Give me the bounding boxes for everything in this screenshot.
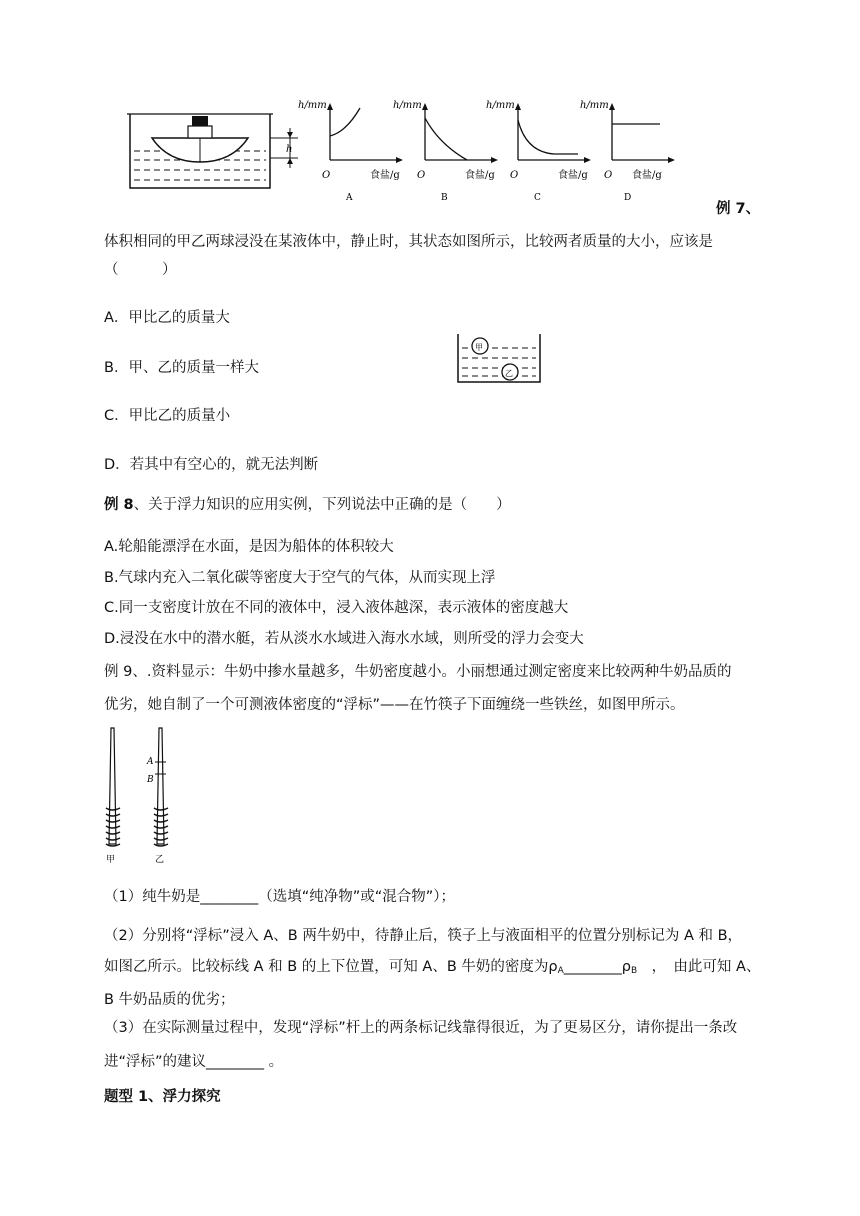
choice-c: C．甲比乙的质量小 bbox=[104, 408, 231, 424]
graph-b bbox=[393, 100, 498, 203]
example-7-tag: 例 7、 bbox=[716, 201, 761, 217]
question-2-line3: B 牛奶品质的优劣； bbox=[104, 992, 235, 1008]
y-axis-label: h/mm bbox=[298, 100, 327, 111]
float-marker-figure bbox=[100, 724, 190, 866]
ex8-choice-c: C.同一支密度计放在不同的液体中，浸入液体越深，表示液体的密度越大 bbox=[104, 600, 569, 616]
graph-d bbox=[580, 100, 675, 203]
section-title: 题型 1、浮力探究 bbox=[104, 1089, 221, 1105]
origin-label: O bbox=[604, 170, 613, 181]
q2-text-b: ， 由此可知 A、 bbox=[637, 959, 761, 975]
y-axis-label: h/mm bbox=[580, 100, 609, 111]
fig-label-jia: 甲 bbox=[106, 855, 116, 865]
chopstick-yi bbox=[146, 728, 168, 865]
x-axis-label: 食盐/g bbox=[465, 170, 495, 181]
question-2-line2 bbox=[104, 955, 760, 976]
q2-blank: ________ρ bbox=[563, 959, 631, 975]
example-9-line2: 优劣，她自制了一个可测液体密度的“浮标”——在竹筷子下面缠绕一些铁丝，如图甲所示。 bbox=[104, 697, 685, 713]
option-d-label: D bbox=[624, 193, 632, 203]
origin-label: O bbox=[417, 170, 426, 181]
question-2-line1: （2）分别将“浮标”浸入 A、B 两牛奶中，待静止后，筷子上与液面相平的位置分别标记为 A 和 B， bbox=[104, 928, 743, 944]
example-8-tag: 例 8 bbox=[104, 497, 134, 513]
ex8-choice-a: A.轮船能漂浮在水面，是因为船体的体积较大 bbox=[104, 539, 394, 555]
rho-a-subscript: A bbox=[557, 966, 564, 976]
origin-label: O bbox=[510, 170, 519, 181]
example-8-header bbox=[104, 493, 511, 514]
rho-b-subscript: B bbox=[630, 966, 638, 976]
graph-a bbox=[298, 100, 403, 203]
example-7-paren: （ ） bbox=[104, 262, 177, 278]
question-1: （1）纯牛奶是________（选填“纯净物”或“混合物”）； bbox=[104, 889, 456, 905]
beaker-diagram bbox=[127, 114, 298, 188]
option-b-label: B bbox=[441, 193, 448, 203]
choice-d: D．若其中有空心的，就无法判断 bbox=[104, 457, 319, 473]
ex8-choice-b: B.气球内充入二氧化碳等密度大于空气的气体，从而实现上浮 bbox=[104, 570, 496, 586]
mark-a-label: A bbox=[147, 757, 154, 767]
graph-c bbox=[486, 100, 591, 203]
chopstick-jia bbox=[106, 728, 120, 865]
salt-water-figure bbox=[120, 98, 680, 206]
q2-text-a: 如图乙所示。比较标线 A 和 B 的上下位置，可知 A、B 牛奶的密度为ρ bbox=[104, 959, 558, 975]
ball-jia-label: 甲 bbox=[475, 343, 483, 352]
origin-label: O bbox=[322, 170, 331, 181]
fig-label-yi: 乙 bbox=[155, 855, 165, 865]
choice-b: B．甲、乙的质量一样大 bbox=[104, 360, 259, 376]
mark-b-label: B bbox=[147, 775, 154, 785]
y-axis-label: h/mm bbox=[393, 100, 422, 111]
example-8-stem: 、关于浮力知识的应用实例，下列说法中正确的是（ ） bbox=[133, 497, 511, 513]
question-3-line2: 进“浮标”的建议________ 。 bbox=[104, 1054, 284, 1070]
x-axis-label: 食盐/g bbox=[558, 170, 588, 181]
example-7-stem: 体积相同的甲乙两球浸没在某液体中，静止时，其状态如图所示，比较两者质量的大小，应该是 bbox=[104, 234, 713, 250]
ex8-choice-d: D.浸没在水中的潜水艇，若从淡水水域进入海水水域，则所受的浮力会变大 bbox=[104, 631, 584, 647]
x-axis-label: 食盐/g bbox=[632, 170, 662, 181]
option-c-label: C bbox=[534, 193, 541, 203]
choice-a: A．甲比乙的质量大 bbox=[104, 310, 230, 326]
option-a-label: A bbox=[346, 193, 353, 203]
x-axis-label: 食盐/g bbox=[370, 170, 400, 181]
two-balls-tank-figure bbox=[452, 330, 552, 390]
question-3-line1: （3）在实际测量过程中，发现“浮标”杆上的两条标记线靠得很近，为了更易区分，请你提出一条改 bbox=[104, 1020, 738, 1036]
y-axis-label: h/mm bbox=[486, 100, 515, 111]
ball-yi-label: 乙 bbox=[505, 369, 513, 378]
example-9-line1: 例 9、.资料显示：牛奶中掺水量越多，牛奶密度越小。小丽想通过测定密度来比较两种牛奶品质的 bbox=[104, 664, 732, 680]
h-label: h bbox=[286, 144, 293, 155]
